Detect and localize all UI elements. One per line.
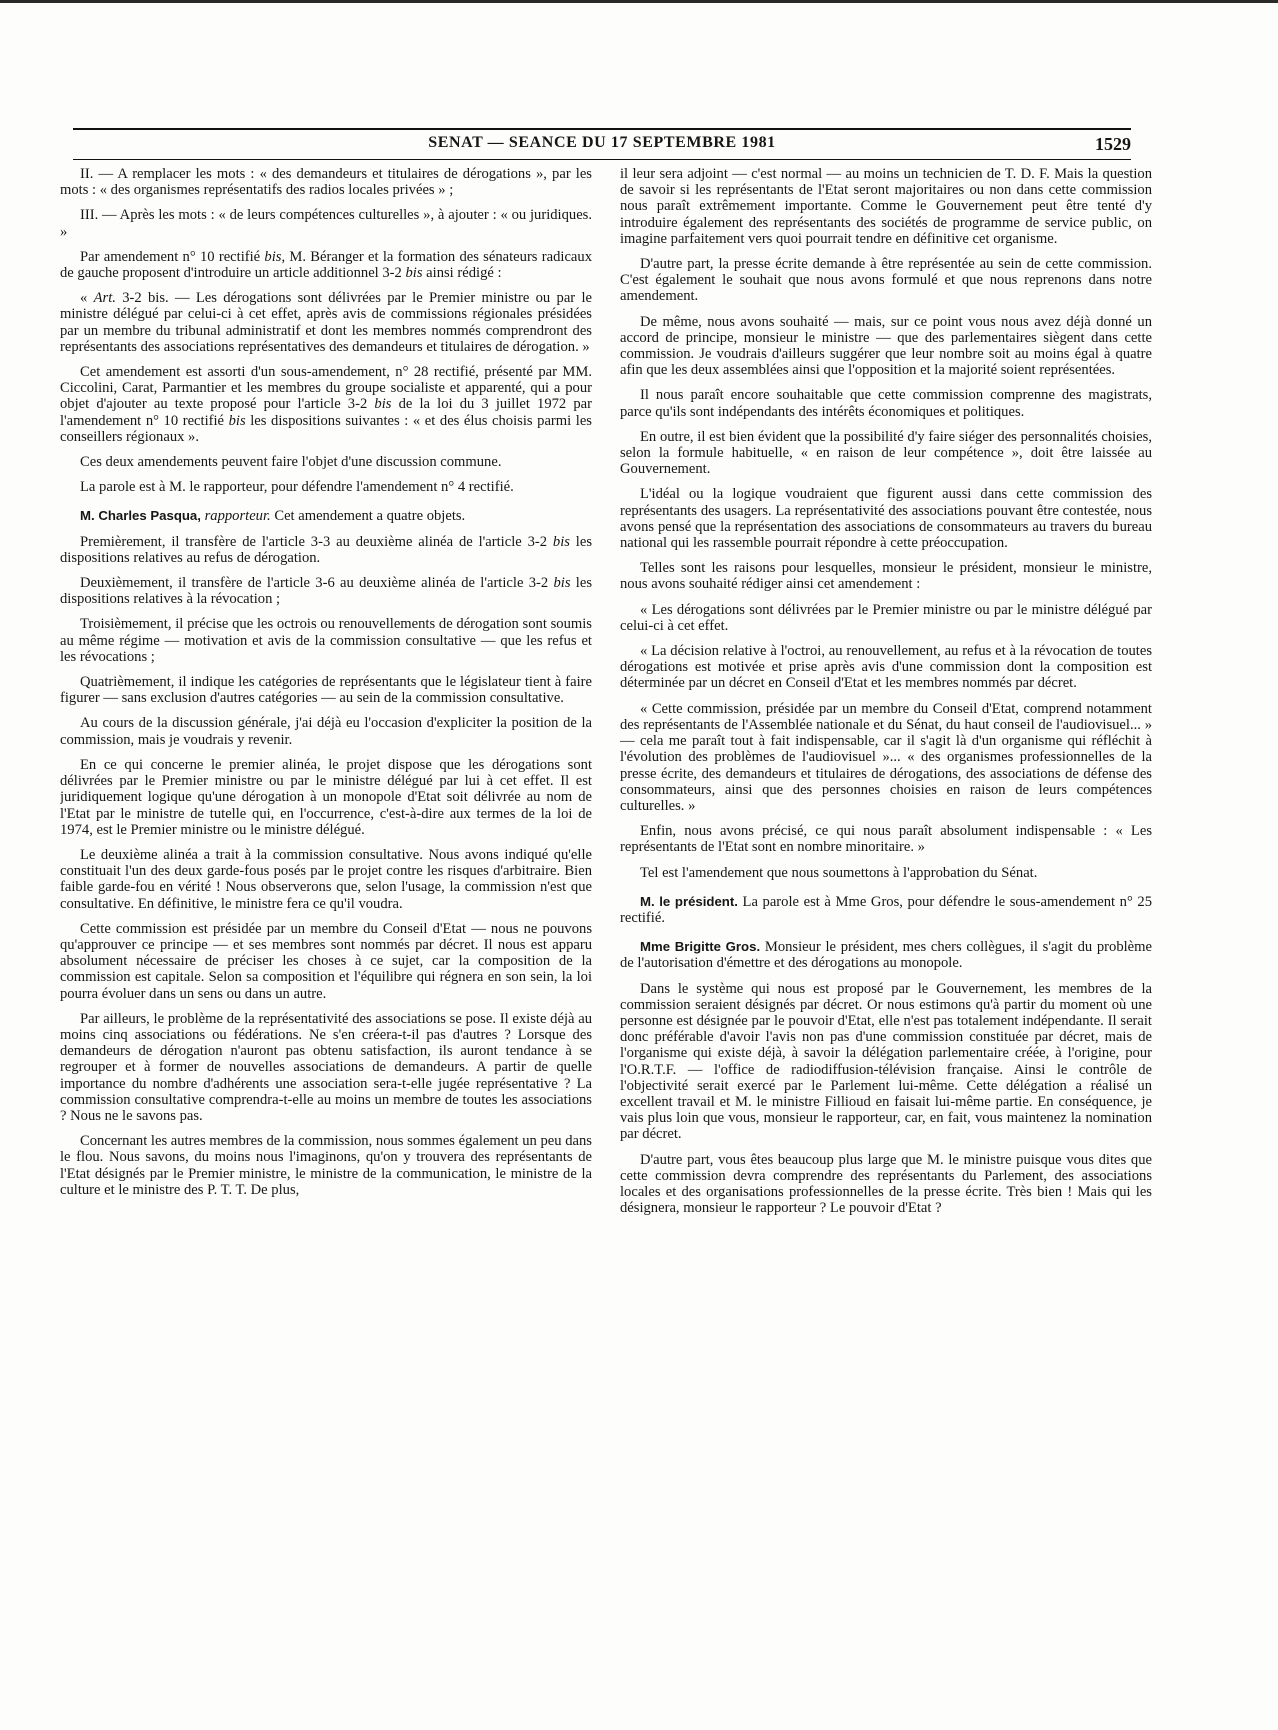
- paragraph: « Les dérogations sont délivrées par le Premier ministre ou par le ministre délégué par celui-ci à cet effet.: [620, 601, 1152, 634]
- paragraph: Concernant les autres membres de la commission, nous sommes également un peu dans le flou. Nous savons, du moins nous l'imaginons, qu'on y trouvera des représentants de l'Etat désignés par le Premier ministre, le ministre de la communication, le ministre de la culture et le ministre des P. T. T. De plus,: [60, 1133, 592, 1198]
- header-bottom-rule: [73, 159, 1131, 160]
- paragraph: Au cours de la discussion générale, j'ai déjà eu l'occasion d'expliciter la position de la commission, mais je voudrais y revenir.: [60, 715, 592, 748]
- paragraph: Premièrement, il transfère de l'article 3-3 au deuxième alinéa de l'article 3-2 bis les dispositions relatives au refus de dérogation.: [60, 533, 592, 566]
- paragraph: « Art. 3-2 bis. — Les dérogations sont délivrées par le Premier ministre ou par le ministre délégué par celui-ci à cet effet, après avis de commissions régionales présidées par un membre du tribunal administratif et dont les membres nommés comprendront des représentants des associations représentatives des demandeurs et titulaires de dérogation. »: [60, 290, 592, 355]
- running-title: SENAT — SEANCE DU 17 SEPTEMBRE 1981: [428, 134, 776, 151]
- speaker-name: M. le président.: [640, 893, 738, 909]
- paragraph: La parole est à M. le rapporteur, pour défendre l'amendement n° 4 rectifié.: [80, 479, 514, 496]
- paragraph: D'autre part, la presse écrite demande à être représentée au sein de cette commission. C'est également le souhait que nous avons formulé et que nous reprenons dans notre amendement.: [620, 256, 1152, 305]
- paragraph: Cet amendement est assorti d'un sous-amendement, n° 28 rectifié, présenté par MM. Ciccolini, Carat, Parmantier et les membres du groupe socialiste et apparenté, qui a pour objet d'ajouter au texte proposé pour l'article 3-2 bis de la loi du 3 juillet 1972 par l'amendement n° 10 rectifié bis les dispositions suivantes : « et des élus choisis parmi les conseillers régionaux ».: [60, 364, 592, 445]
- header-top-rule: [73, 128, 1131, 130]
- paragraph: Dans le système qui nous est proposé par le Gouvernement, les membres de la commission seraient désignés par décret. Or nous estimons qu'à partir du moment où une personne est désignée par le pouvoir d'Etat, elle n'est pas totalement indépendante. Il serait donc préférable d'avoir l'avis non pas d'une commission constituée par décret, mais de l'organisme qui existe déjà, à savoir la délégation parlementaire créée, à l'origine, pour l'O.R.T.F. — l'office de radiodiffusion-télévision française. Ainsi le contrôle de l'objectivité serait exercé par le Parlement lui-même. Cette délégation a réalisé un excellent travail et M. le ministre Fillioud en faisait lui-même partie. En conséquence, je vais plus loin que vous, monsieur le rapporteur, car, en fait, vous maintenez la nomination par décret.: [620, 980, 1152, 1143]
- paragraph: L'idéal ou la logique voudraient que figurent aussi dans cette commission des représentants des usagers. La représentativité des associations pouvant être contestée, nous avons pensé que la représentation des associations de consommateurs au travers du bureau national qui les rassemble pourrait répondre à cette préoccupation.: [620, 486, 1152, 552]
- speaker-paragraph: M. le président. La parole est à Mme Gros, pour défendre le sous-amendement n° 25 rectifié.: [620, 893, 1152, 926]
- paragraph: Il nous paraît encore souhaitable que cette commission comprenne des magistrats, parce qu'ils sont indépendants des intérêts économiques et politiques.: [620, 387, 1152, 420]
- page-number: 1529: [1095, 134, 1131, 154]
- paragraph: Deuxièmement, il transfère de l'article 3-6 au deuxième alinéa de l'article 3-2 bis les dispositions relatives à la révocation ;: [60, 575, 592, 608]
- paragraph: Telles sont les raisons pour lesquelles, monsieur le président, monsieur le ministre, nous avons souhaité rédiger ainsi cet amendement :: [620, 560, 1152, 593]
- speaker-paragraph: M. Charles Pasqua, rapporteur. Cet amendement a quatre objets.: [80, 508, 466, 525]
- paragraph: Le deuxième alinéa a trait à la commission consultative. Nous avons indiqué qu'elle constituait l'un des deux garde-fous posés par le projet contre les risques d'arbitraire. Bien faible garde-fou en vérité ! Nous observerons que, selon l'usage, la commission n'est que consultative. En définitive, le ministre fera ce qu'il voudra.: [60, 846, 592, 912]
- paragraph: De même, nous avons souhaité — mais, sur ce point vous nous avez déjà donné un accord de principe, monsieur le ministre — que des parlementaires siègent dans cette commission. Je voudrais d'ailleurs suggérer que leur nombre soit au moins égal à quatre afin que les deux assemblées ainsi que l'opposition et la majorité soient représentées.: [620, 313, 1152, 379]
- paragraph: Troisièmement, il précise que les octrois ou renouvellements de dérogation sont soumis au même régime — motivation et avis de la commission consultative — que les refus et les révocations ;: [60, 616, 592, 665]
- paragraph: Enfin, nous avons précisé, ce qui nous paraît absolument indispensable : « Les représentants de l'Etat sont en nombre minoritaire. »: [620, 823, 1152, 856]
- paragraph: Cette commission est présidée par un membre du Conseil d'Etat — nous ne pouvons qu'approuver ce principe — et ses membres sont nommés par décret. Il nous est apparu absolument nécessaire de préciser les choses à ce sujet, car la composition de la commission est capitale. Selon sa composition et l'équilibre qui régnera en son sein, la loi pourra évoluer dans un sens ou dans un autre.: [60, 920, 592, 1002]
- paragraph: « Cette commission, présidée par un membre du Conseil d'Etat, comprend notamment des représentants de l'Assemblée nationale et du Sénat, du haut conseil de l'audiovisuel... » — cela me paraît tout à fait indispensable, car il s'agit là d'un organisme qui réfléchit à l'évolution des problèmes de l'audiovisuel »... « des organismes professionnelles de la presse écrite, des demandeurs et titulaires de dérogations, des associations de défense des consommateurs, ainsi que des personnes choisies en raison de leurs compétences culturelles. »: [620, 700, 1152, 814]
- paragraph: III. — Après les mots : « de leurs compétences culturelles », à ajouter : « ou juridiques. »: [60, 207, 592, 240]
- paragraph: D'autre part, vous êtes beaucoup plus large que M. le ministre puisque vous dites que cette commission devra comprendre des représentants du Parlement, des associations locales et des organisations professionnelles de la presse écrite. Très bien ! Mais qui les désignera, monsieur le rapporteur ? Le pouvoir d'Etat ?: [620, 1151, 1152, 1217]
- paragraph: Ces deux amendements peuvent faire l'objet d'une discussion commune.: [80, 454, 502, 471]
- paragraph: « La décision relative à l'octroi, au renouvellement, au refus et à la révocation de toutes dérogations est motivée et prise après avis d'une commission dont la composition est déterminée par un décret en Conseil d'Etat et les membres nommés par décret.: [620, 643, 1152, 692]
- page-header: [73, 134, 1131, 160]
- left-column: [60, 166, 592, 1722]
- paragraph: Quatrièmement, il indique les catégories de représentants que le législateur tient à faire figurer — sans exclusion d'autres catégories — au sein de la commission consultative.: [60, 674, 592, 707]
- speaker-paragraph: Mme Brigitte Gros. Monsieur le président, mes chers collègues, il s'agit du problème de l'autorisation d'émettre et des dérogations au monopole.: [620, 939, 1152, 972]
- paragraph: En outre, il est bien évident que la possibilité d'y faire siéger des personnalités choisies, selon la formule habituelle, « en raison de leur compétence », doit être laissée au Gouvernement.: [620, 428, 1152, 478]
- speaker-name: M. Charles Pasqua,: [80, 508, 201, 524]
- scan-edge: [0, 0, 1278, 3]
- paragraph: il leur sera adjoint — c'est normal — au moins un technicien de T. D. F. Mais la question de savoir si les représentants de l'Etat seront majoritaires ou non dans cette commission nous paraît extrêmement importante. Comme le Gouvernement peut être tenté d'y introduire également des représentants des sociétés de programme de service public, on imagine parfaitement vers quoi pourrait tendre en définitive cet organisme.: [620, 166, 1152, 247]
- paragraph: En ce qui concerne le premier alinéa, le projet dispose que les dérogations sont délivrées par le Premier ministre ou par le ministre délégué par lui à cet effet. Il est juridiquement logique qu'une dérogation à un monopole d'Etat soit délivrée au nom de l'Etat par le ministre de tutelle qui, en l'occurrence, c'est-à-dire aux termes de la loi de 1974, est le Premier ministre ou le ministre délégué.: [60, 756, 592, 838]
- right-column: [620, 166, 1152, 1722]
- paragraph: Par ailleurs, le problème de la représentativité des associations se pose. Il existe déjà au moins cinq associations ou fédérations. Ne s'en créera-t-il pas d'autres ? Lorsque des demandeurs de dérogation n'auront pas obtenu satisfaction, ils auront tendance à se regrouper et à former de nouvelles associations de demandeurs. A partir de quelle importance du nombre d'adhérents une association sera-t-elle jugée représentative ? La commission consultative comprendra-t-elle au moins un membre de toutes les associations ? Nous ne le savons pas.: [60, 1010, 592, 1124]
- speaker-name: Mme Brigitte Gros.: [640, 939, 761, 955]
- paragraph: II. — A remplacer les mots : « des demandeurs et titulaires de dérogations », par les mots : « des organismes représentatifs des radios locales privées » ;: [60, 166, 592, 199]
- paragraph: Tel est l'amendement que nous soumettons à l'approbation du Sénat.: [640, 864, 1038, 881]
- paragraph: Par amendement n° 10 rectifié bis, M. Béranger et la formation des sénateurs radicaux de gauche proposent d'introduire un article additionnel 3-2 bis ainsi rédigé :: [60, 248, 592, 282]
